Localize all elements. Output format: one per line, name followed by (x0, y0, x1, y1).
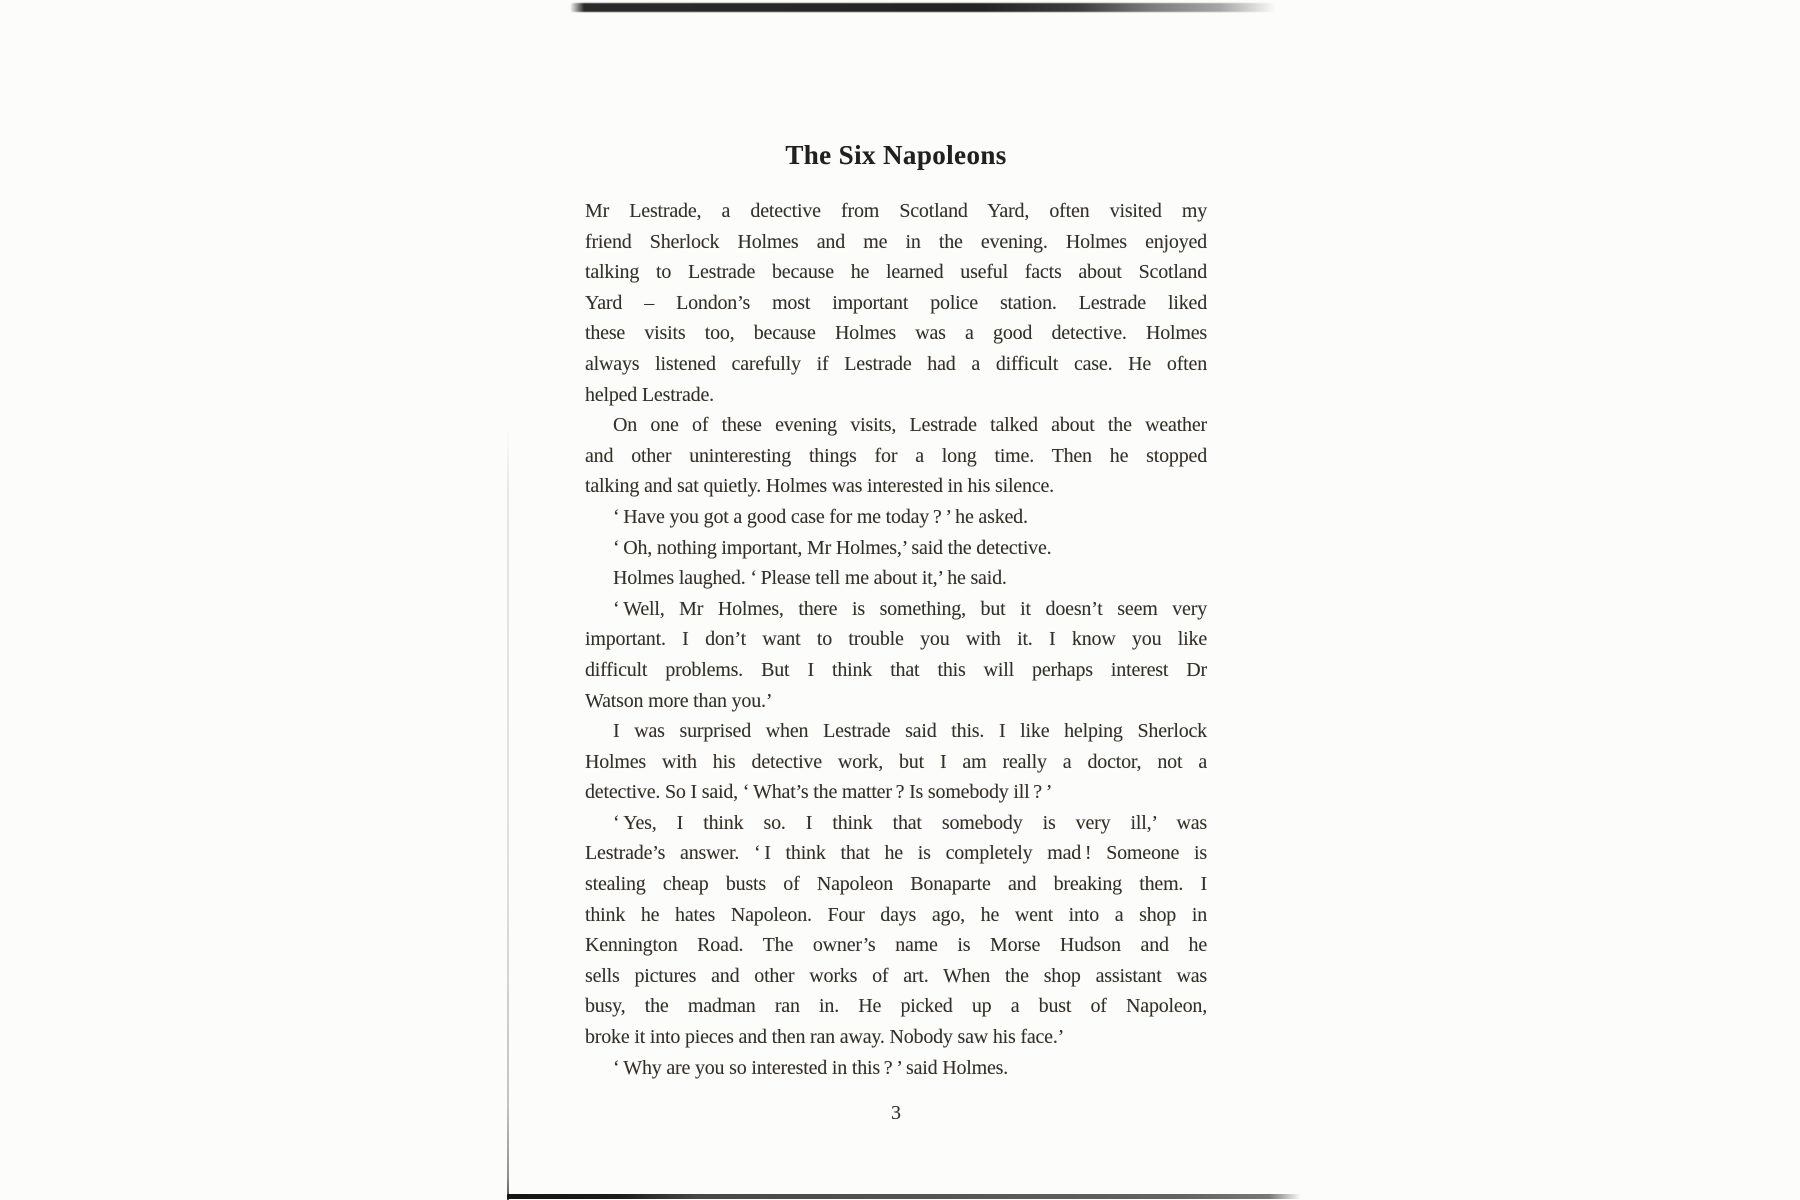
text-line: and other uninteresting things for a long time. Then he stopped (585, 444, 1207, 467)
scan-artifact-bottom-bar (507, 1194, 1301, 1199)
paragraph (585, 410, 1207, 502)
story-text (585, 196, 1207, 1083)
text-line: friend Sherlock Holmes and me in the evening. Holmes enjoyed (585, 230, 1207, 253)
text-line: talking to Lestrade because he learned useful facts about Scotland (585, 261, 1207, 284)
scan-artifact-top-bar (570, 3, 1276, 12)
text-line: Mr Lestrade, a detective from Scotland Yard, often visited my (585, 200, 1207, 222)
text-line: think he hates Napoleon. Four days ago, he went into a shop in (585, 903, 1207, 926)
text-line: difficult problems. But I think that this will perhaps interest Dr (585, 658, 1207, 681)
text-line: helped Lestrade. (585, 383, 714, 406)
paragraph (585, 196, 1207, 410)
text-line: stealing cheap busts of Napoleon Bonaparte and breaking them. I (585, 873, 1207, 896)
text-line: On one of these evening visits, Lestrade talked about the weather (613, 414, 1207, 437)
paragraph (585, 533, 1207, 564)
text-line: Yard – London’s most important police station. Lestrade liked (585, 291, 1207, 314)
text-line: detective. So I said, ‘ What’s the matter ? Is somebody ill ? ’ (585, 781, 1053, 804)
page-title: The Six Napoleons (785, 140, 1007, 170)
paragraph (585, 502, 1207, 533)
text-line: busy, the madman ran in. He picked up a bust of Napoleon, (585, 995, 1207, 1018)
text-line: important. I don’t want to trouble you with it. I know you like (585, 628, 1207, 651)
paragraph (585, 716, 1207, 808)
page-edge-shadow (507, 430, 509, 1200)
text-line: Watson more than you.’ (585, 689, 773, 712)
text-line: I was surprised when Lestrade said this. I like helping Sherlock (613, 720, 1207, 743)
text-line: ‘ Well, Mr Holmes, there is something, but it doesn’t seem very (613, 597, 1207, 620)
text-line: ‘ Yes, I think so. I think that somebody is very ill,’ was (613, 811, 1207, 834)
paragraph (585, 594, 1207, 716)
text-line: ‘ Have you got a good case for me today ? ’ he asked. (613, 505, 1028, 528)
text-line: these visits too, because Holmes was a good detective. Holmes (585, 322, 1207, 345)
text-line: ‘ Oh, nothing important, Mr Holmes,’ said the detective. (613, 536, 1052, 559)
paragraph (585, 808, 1207, 1053)
text-line: Kennington Road. The owner’s name is Morse Hudson and he (585, 934, 1207, 957)
text-line: ‘ Why are you so interested in this ? ’ said Holmes. (613, 1056, 1009, 1079)
text-line: talking and sat quietly. Holmes was interested in his silence. (585, 475, 1054, 498)
text-line: Lestrade’s answer. ‘ I think that he is completely mad ! Someone is (585, 842, 1207, 865)
text-line: sells pictures and other works of art. When the shop assistant was (585, 964, 1207, 987)
text-line: Holmes laughed. ‘ Please tell me about it,’ he said. (613, 567, 1007, 590)
paragraph (585, 563, 1207, 594)
text-line: always listened carefully if Lestrade had a difficult case. He often (585, 352, 1207, 375)
paragraph (585, 1053, 1207, 1084)
text-line: broke it into pieces and then ran away. Nobody saw his face.’ (585, 1026, 1065, 1049)
page-number: 3 (891, 1102, 901, 1124)
text-line: Holmes with his detective work, but I am really a doctor, not a (585, 750, 1207, 773)
